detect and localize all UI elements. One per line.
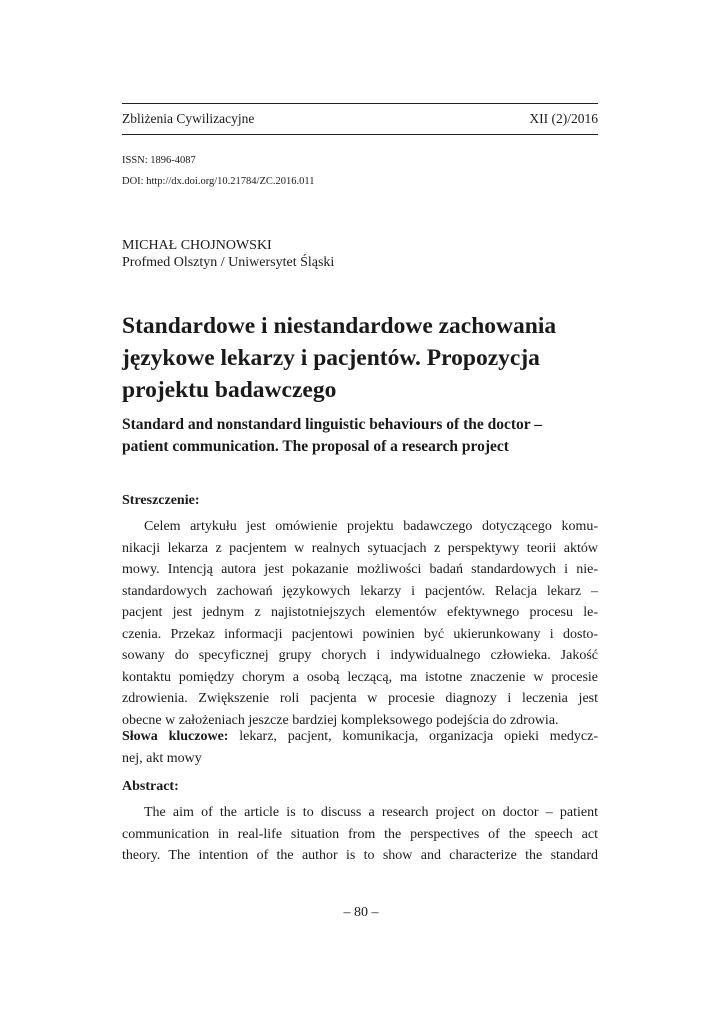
- keywords-label: Słowa kluczowe:: [122, 729, 229, 744]
- issue-number: XII (2)/2016: [529, 111, 598, 126]
- issn: ISSN: 1896-4087: [122, 155, 196, 166]
- article-title-english: [122, 414, 602, 458]
- text-line: standardowych zachowań językowych lekarzy i pacjentów. Relacja lekarz –: [122, 583, 598, 599]
- text-line: pacjent jest jednym z najistotniejszych elementów efektywnego procesu le-: [122, 605, 598, 620]
- text-line: zdrowienia. Zwiększenie roli pacjenta w procesie diagnozy i leczenia jest: [122, 691, 598, 706]
- text-line: Celem artykułu jest omówienie projektu badawczego dotyczącego komu-: [144, 519, 598, 534]
- text-line: communication in real-life situation from the perspectives of the speech act: [122, 826, 598, 842]
- running-header: [122, 103, 598, 135]
- text-line: kontaktu pomiędzy chorym a osobą leczącą, ma istotne znaczenie w procesie: [122, 669, 598, 685]
- streszczenie-heading: Streszczenie:: [122, 493, 200, 508]
- title-line: Standardowe i niestandardowe zachowania: [122, 313, 557, 339]
- author-name: MICHAŁ CHOJNOWSKI: [122, 238, 272, 253]
- text-line: nej, akt mowy: [122, 750, 202, 766]
- title-line: Standard and nonstandard linguistic behaviours of the doctor –: [122, 416, 543, 433]
- streszczenie-paragraph: [122, 516, 598, 731]
- abstract-paragraph: [122, 802, 598, 867]
- doi: DOI: http://dx.doi.org/10.21784/ZC.2016.011: [122, 176, 315, 187]
- abstract-heading: Abstract:: [122, 779, 179, 794]
- title-line: językowe lekarzy i pacjentów. Propozycja: [122, 345, 540, 371]
- text-line: The aim of the article is to discuss a research project on doctor – patient: [144, 805, 598, 820]
- title-line: patient communication. The proposal of a research project: [122, 438, 509, 455]
- title-line: projektu badawczego: [122, 377, 337, 403]
- author-block: [122, 237, 334, 271]
- text-line: sowany do specyficznej grupy chorych i indywidualnego człowieka. Jakość: [122, 648, 598, 663]
- keywords-paragraph: [122, 726, 598, 769]
- journal-name: Zbliżenia Cywilizacyjne: [122, 111, 255, 126]
- text-line: obecne w założeniach jeszcze bardziej kompleksowego podejścia do zdrowia.: [122, 712, 559, 728]
- text-line: nikacji lekarza z pacjentem w realnych sytuacjach z perspektywy teorii aktów: [122, 540, 598, 556]
- keywords-text: lekarz, pacjent, komunikacja, organizacja opieki medycz-: [239, 729, 598, 744]
- text-line: [122, 726, 598, 748]
- author-affiliation: Profmed Olsztyn / Uniwersytet Śląski: [122, 255, 335, 270]
- text-line: czenia. Przekaz informacji pacjentowi powinien być ukierunkowany i dosto-: [122, 626, 598, 642]
- text-line: theory. The intention of the author is to show and characterize the standard: [122, 848, 598, 863]
- text-line: mowy. Intencją autora jest pokazanie możliwości badań standardowych i nie-: [122, 562, 598, 577]
- article-title-polish: [122, 310, 612, 406]
- page-number: – 80 –: [343, 905, 379, 920]
